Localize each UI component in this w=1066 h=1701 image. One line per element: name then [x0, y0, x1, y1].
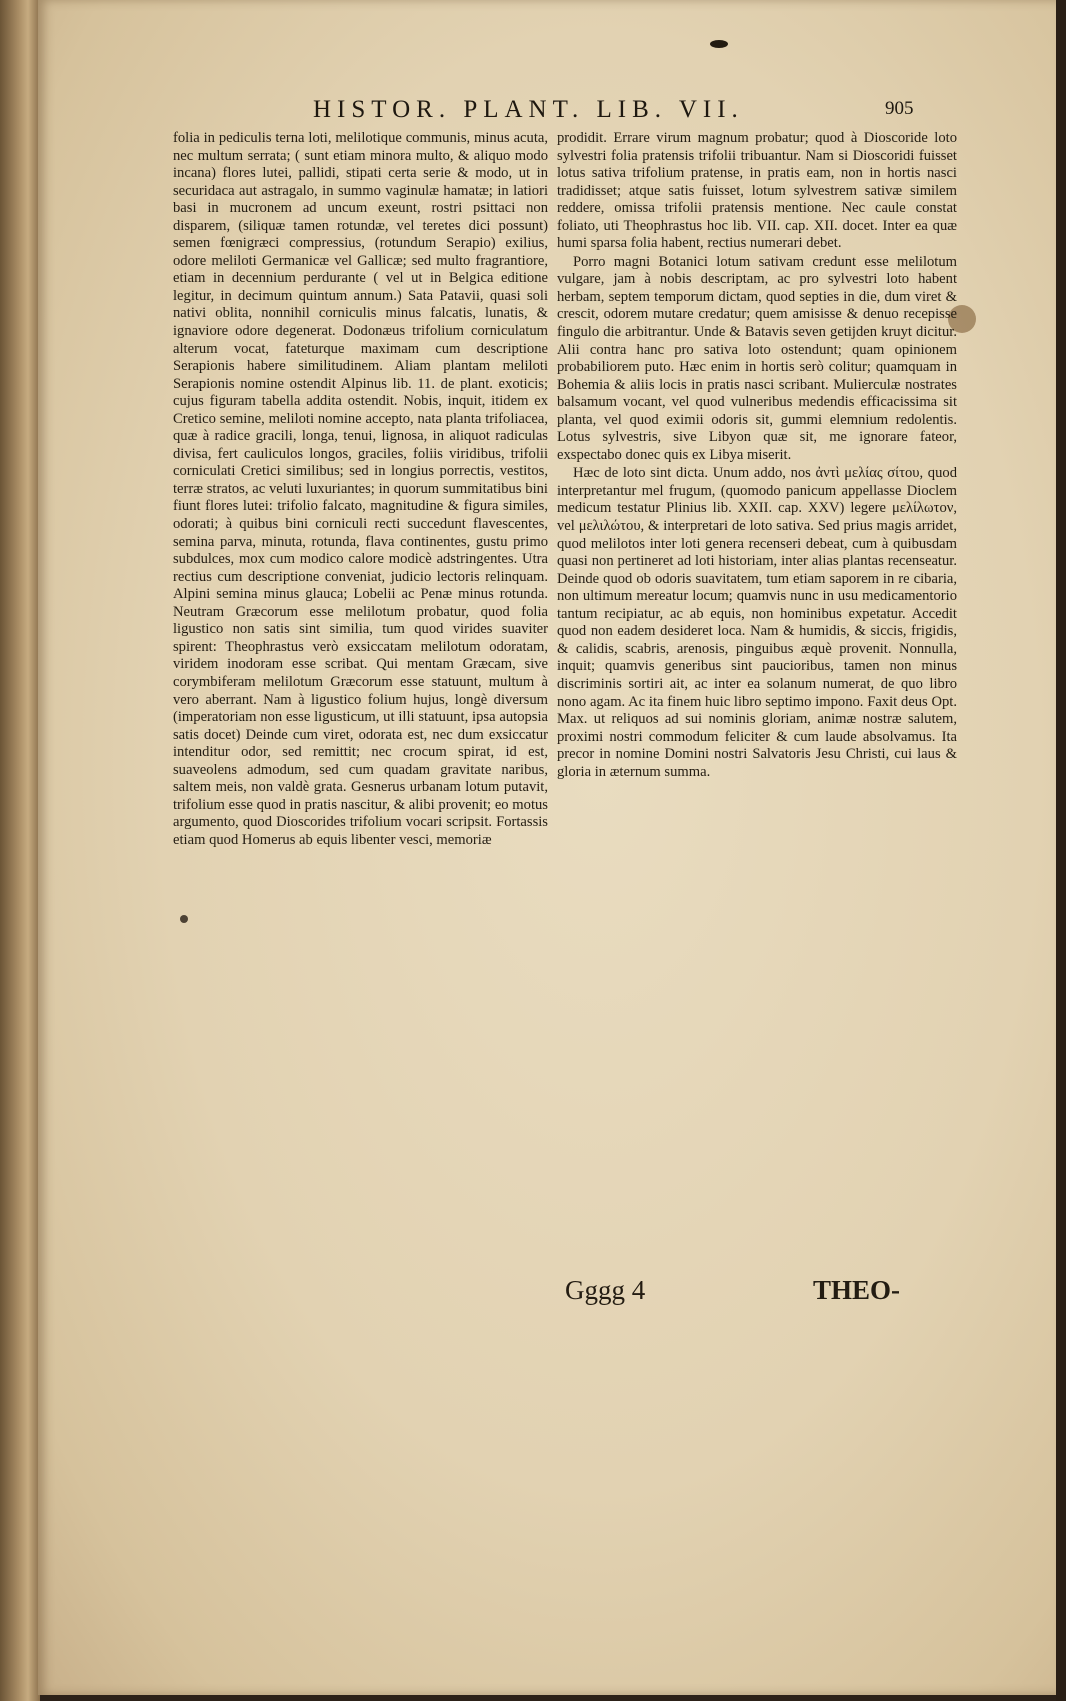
running-head: HISTOR. PLANT. LIB. VII.	[313, 96, 744, 123]
page-footer	[38, 1275, 1058, 1315]
right-column	[557, 130, 957, 781]
left-page-edge	[0, 0, 40, 1701]
left-paragraph: folia in pediculis terna loti, melilotique communis, minus acuta, nec multum serrata; ( sunt etiam minora multo, & aliquo modo incana) flores lutei, pallidi, stipati certa serie & modo, ut in securidaca aut astragalo, in summo vaginulæ hamatæ; in latiori basi in mucronem ad uncum exeunt, rostri psittaci non disparem, (siliquæ tamen rotundæ, vel teretes dici possunt) semen fœnigræci compressius, (rotundum Serapio) exilius, odore meliloti Germanicæ vel Gallicæ; sed multo fragrantiore, etiam in decennium perdurante ( vel ut in Belgica editione legitur, in decimum quintum annum.) Sata Patavii, quasi soli nativi oblita, nonnihil corniculis minus falcatis, lunatis, & ignaviore odore degenerat. Dodonæus trifolium corniculatum alterum vocat, fateturque maximam cum descriptione Serapionis habere similitudinem. Aliam plantam meliloti Serapionis nomine ostendit Alpinus lib. 11. de plant. exoticis; cujus figuram tabella addita ostendit. Nobis, inquit, itidem ex Cretico semine, meliloti nomine accepto, nata planta trifoliacea, quæ à radice gracili, longa, tenui, lignosa, in aliquot radiculas divisa, fert cauliculos longos, graciles, foliis viridibus, trifolii corniculati Cretici similibus; sed in longius porrectis, vestitos, terræ stratos, ac veluti luxuriantes; in quorum summitatibus bini fiunt flores lutei: trifolio falcato, magnitudine & figura similes, odorati; à quibus bini corniculi recti succedunt flavescentes, semina parva, minuta, rotunda, flava continentes, gustu primo subdulces, mox cum modico calore modicè adstringentes. Utra rectius cum descriptione conveniat, judicio lectoris relinquam. Alpini semina minus glauca; Lobelii ac Penæ minus rotunda. Neutram Græcorum esse melilotum probatur, quod folia ligustico non satis sint similia, tum quod virides suaviter spirent: Theophrastus verò exsiccatam melilotum odoratam, viridem inodoram esse scribat. Qui mentam Græcam, sive corymbiferam melilotum Græcorum esse statuunt, multum à vero aberrant. Nam à ligustico folium hujus, longè diversum (imperatoriam non esse ligusticum, ut illi statuunt, ipsa autopsia satis docet) Deinde cum viret, odorata est, nec dum exsiccatur intenditur odor, sed remittit; nec crocum spirat, id est, suaveolens admodum, sed cum quadam gravitate naribus, saltem meis, non valdè grata. Gesnerus urbanam lotum putavit, trifolium esse quod in pratis nascitur, & alibi provenit; eo motus argumento, quod Dioscorides trifolium vocari scripsit. Fortassis etiam quod Homerus ab equis libenter vesci, memoriæ	[173, 130, 548, 848]
signature-mark: Gggg 4	[565, 1275, 646, 1305]
page	[38, 0, 1058, 1695]
right-paragraph: Porro magni Botanici lotum sativam credunt esse melilotum vulgare, jam à nobis descriptam, ac pro sylvestri loto habent herbam, septem temporum dictam, quod septies in die, dum viret & crescit, odorem mutare credatur; quem amisisse & denuo recepisse fingulo die arbitrantur. Unde & Batavis seven getijden kruyt dicitur. Alii contra hanc pro sativa loto ostendunt; quam opinionem probabiliorem puto. Hæc enim in hortis serò colitur; quamquam in Bohemia & aliis locis in pratis nasci scribant. Mulierculæ nostrates balsamum vocant, vel quod vulneribus medendis efficacissima sit planta, vel quod eximii odoris sit, gummi elemnium redolentis. Lotus sylvestris, sive Libyon quæ sit, me ignorare fateor, exspectabo donec quis ex Libya miserit.	[557, 253, 957, 463]
ink-blot	[710, 40, 728, 48]
right-paragraph: prodidit. Errare virum magnum probatur; quod à Dioscoride loto sylvestri folia pratensis trifolii tribuantur. Nam si Dioscoridi fuisset lotus sativa trifolium pratense, in pratis eam, non in hortis nasci tradidisset; atque satis fuisset, lotum sylvestrem sativæ similem reddere, omissa trifolii pratensis mentione. Nec caule constat foliato, uti Theophrastus hoc lib. VII. cap. XII. docet. Inter ea quæ humi sparsa folia habent, rectius numerari debet.	[557, 130, 957, 252]
page-header	[38, 96, 1058, 126]
right-paragraph: Hæc de loto sint dicta. Unum addo, nos ἀντὶ μελίας σίτου, quod interpretantur mel frugum, (quomodo panicum appellasse Dioclem medicum testatur Plinius lib. XXII. cap. XXV) legere μελίλωτον, vel μελιλώτου, & interpretari de loto sativa. Sed prius magis arridet, quod melilotos inter loti genera recenseri debeat, cum à quibusdam quasi non pertineret ad loti historiam, inter alias plantas recenseatur. Deinde quod ob odoris suavitatem, tum etiam saporem in re cibaria, non ultimum mereatur locum; quamvis nunc in usu medicamentorio tantum recipiatur, ac ab equis, non hominibus expetatur. Accedit quod non eadem desideret loca. Nam & humidis, & siccis, frigidis, & calidis, scabris, arenosis, pinguibus æquè provenit. Nonnulla, inquit; quamvis generibus sint paucioribus, tamen non minus discriminis sortiri ait, ac inter ea solanum numerat, de quo libro nono agam. Ac ita finem huic libro septimo impono. Faxit deus Opt. Max. ut reliquos ad sui nominis gloriam, animæ nostræ salutem, proximi nostri commodum feliciter & cum laude absolvamus. Ita precor in nomine Domini nostri Salvatoris Jesu Christi, cui laus & gloria in æternum summa.	[557, 465, 957, 780]
left-column	[173, 130, 548, 849]
ink-dot	[180, 915, 188, 923]
right-edge	[1056, 0, 1066, 1701]
page-number: 905	[885, 98, 914, 119]
catchword: THEO-	[813, 1275, 901, 1305]
